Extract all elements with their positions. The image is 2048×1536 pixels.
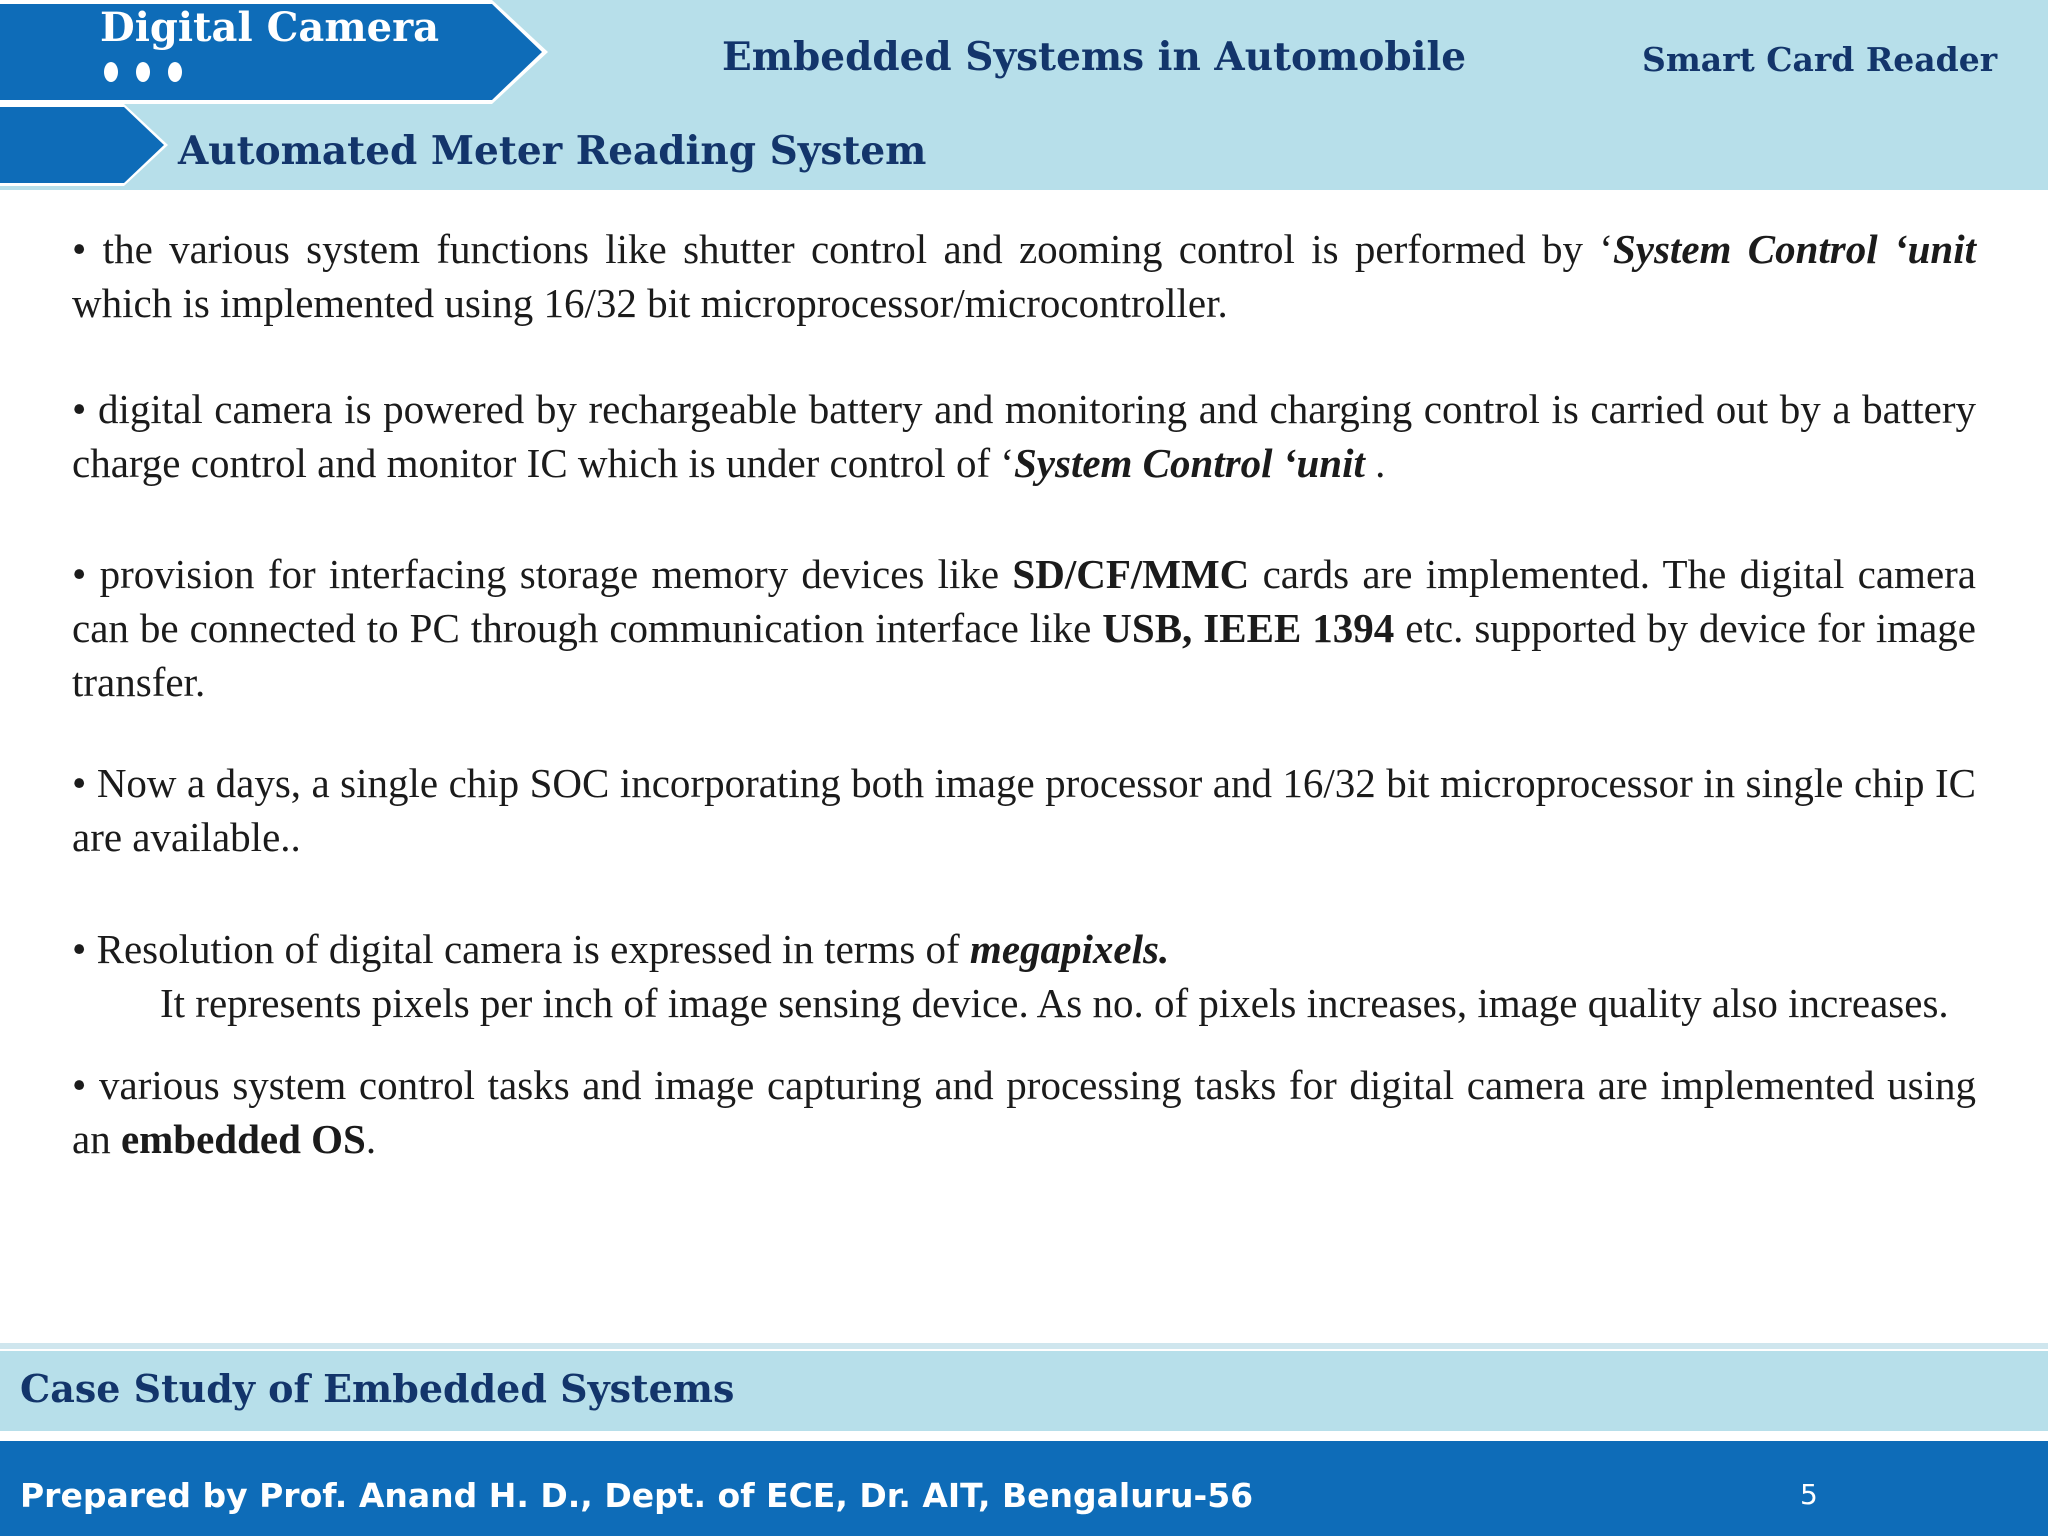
nav-link-embedded-automobile[interactable]: Embedded Systems in Automobile (722, 34, 1467, 80)
footer-title: Case Study of Embedded Systems (20, 1366, 735, 1411)
bullet-soc: • Now a days, a single chip SOC incorporating both image processor and 16/32 bit microprocessor in single chip IC are available.. (72, 760, 1976, 860)
footer-divider (0, 1343, 2048, 1349)
bullet-storage: • provision for interfacing storage memory devices like SD/CF/MMC cards are implemented. The digital camera can be connected to PC through communication interface like USB, IEEE 1394 etc. supported by device for image transfer. (72, 551, 1976, 705)
bullet-resolution: • Resolution of digital camera is expressed in terms of megapixels. (72, 926, 1170, 972)
tab-sub-chevron[interactable] (0, 104, 170, 186)
tab-label: Digital Camera (100, 4, 440, 51)
nav-link-smart-card-reader[interactable]: Smart Card Reader (1642, 40, 1998, 79)
bullet-embedded-os: • various system control tasks and image capturing and processing tasks for digital camera are implemented using an embedded OS. (72, 1062, 1976, 1162)
slide-content (72, 222, 1976, 1166)
more-dots-icon (104, 62, 182, 82)
bullet-system-control: • the various system functions like shutter control and zooming control is performed by ‘System Control ‘unit which is implemented using 16/32 bit microprocessor/microcontroller. (72, 226, 1976, 326)
bullet-battery: • digital camera is powered by rechargeable battery and monitoring and charging control is carried out by a battery charge control and monitor IC which is under control of ‘System Control ‘unit . (72, 386, 1976, 486)
nav-link-meter-reading[interactable]: Automated Meter Reading System (178, 128, 927, 174)
page-number: 5 (1800, 1478, 1818, 1511)
tab-digital-camera[interactable] (0, 0, 548, 104)
credit-text: Prepared by Prof. Anand H. D., Dept. of ECE, Dr. AIT, Bengaluru-56 (20, 1476, 1254, 1515)
resolution-detail: It represents pixels per inch of image sensing device. As no. of pixels increases, image quality also increases. (160, 980, 1949, 1026)
sub-chevron-shape (0, 104, 170, 186)
